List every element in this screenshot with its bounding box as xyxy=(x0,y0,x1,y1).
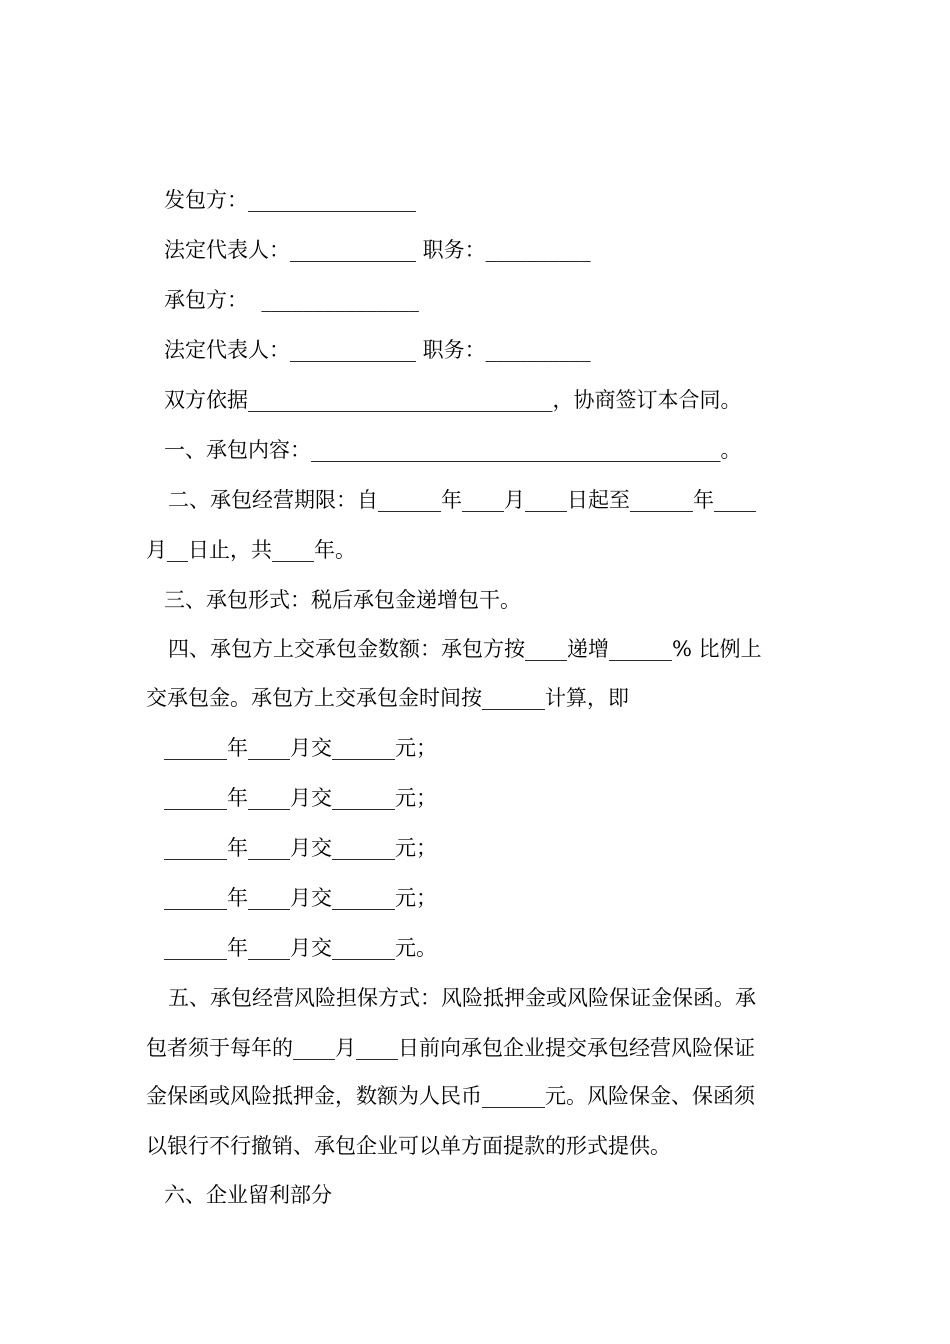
basis-line: 双方依据_____________________________，协商签订本合同。 xyxy=(164,388,742,412)
section-3-form: 三、承包形式：税后承包金递增包干。 xyxy=(164,588,521,612)
section-4-amount-cont: 交承包金。承包方上交承包金时间按______计算，即 xyxy=(146,686,629,710)
section-5-guarantee: 五、承包经营风险担保方式：风险抵押金或风险保证金保函。承 xyxy=(168,986,756,1010)
section-5-guarantee-cont: 包者须于每年的____月____日前向承包企业提交承包经营风险保证 xyxy=(146,1036,755,1060)
payment-schedule-row: ______年____月交______元； xyxy=(164,836,437,860)
payment-schedule-row: ______年____月交______元。 xyxy=(164,936,437,960)
contractor-issuer-line: 发包方：________________ xyxy=(164,188,416,212)
section-2-period-cont: 月__日止，共____年。 xyxy=(146,538,356,562)
issuer-representative-line: 法定代表人：____________ 职务：__________ xyxy=(164,238,591,262)
payment-schedule-row: ______年____月交______元； xyxy=(164,886,437,910)
contractor-line: 承包方： _______________ xyxy=(164,288,419,312)
payment-schedule-row: ______年____月交______元； xyxy=(164,736,437,760)
section-2-period: 二、承包经营期限：自______年____月____日起至______年____ xyxy=(168,488,756,512)
payment-schedule-row: ______年____月交______元； xyxy=(164,786,437,810)
section-5-guarantee-cont: 金保函或风险抵押金，数额为人民币______元。风险保金、保函须 xyxy=(146,1084,755,1108)
contractor-representative-line: 法定代表人：____________ 职务：__________ xyxy=(164,338,591,362)
section-6-retained-profit: 六、企业留利部分 xyxy=(164,1183,332,1207)
section-4-amount: 四、承包方上交承包金数额：承包方按____递增______% 比例上 xyxy=(168,637,762,661)
section-5-guarantee-cont: 以银行不行撤销、承包企业可以单方面提款的形式提供。 xyxy=(146,1134,671,1158)
section-1-content: 一、承包内容：_______________________________________。 xyxy=(164,438,742,462)
